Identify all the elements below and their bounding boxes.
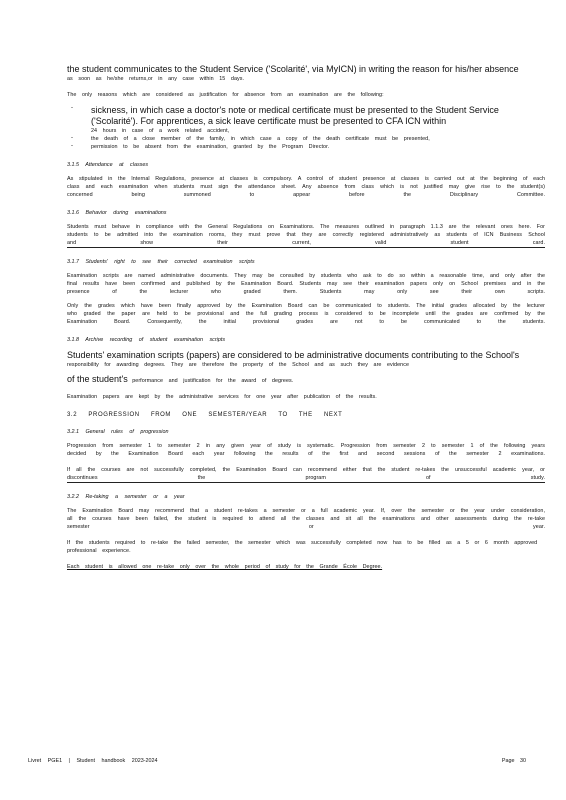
list-item: [67, 135, 545, 143]
reason-permission: permission to be absent from the examination, granted by the Program Director.: [91, 144, 330, 150]
section-heading-3-1-7: 3.1.7 Students' right to see their corrected examination scripts: [67, 259, 255, 265]
section-body-3-1-6: Students must behave in compliance with the General Regulations on Examinations. The measures outlined in paragraph 1.1.3 are the relevant ones here. For students to be admitted into the examination rooms, they must prove that they are correctly registered administratively as students of ICN Business School and show their current, valid student card.: [67, 224, 545, 246]
bullet-dash: -: [71, 105, 73, 111]
footer-handbook-title: Livret PGE1 | Student handbook 2023-2024: [28, 758, 158, 764]
reason-death: the death of a close member of the family, in which case a copy of the death certificate must be presented,: [91, 136, 430, 142]
bullet-dash: -: [71, 135, 73, 141]
list-item: [67, 105, 545, 135]
section-body-3-1-8-mixed: [67, 369, 545, 387]
section-heading-3-1-8: 3.1.8 Archive recording of student examination scripts: [67, 337, 226, 343]
section-body-3-1-7-a: Examination scripts are named administrative documents. They may be consulted by students who ask to do so within a reasonable time, and only after the final results have been confirmed and published by the Examination Board. Students may see their examination papers only on School premises and in the presence of the lecturer who graded them. Students may only see their own scripts.: [67, 273, 545, 295]
section-body-3-2-2-a: The Examination Board may recommend that a student re-takes a semester or a full academic year. If, over the semester or the year under consideration, all the courses have been failed, the student is required to attend all the classes and sit all the examinations and other assessments during the re-take semester or year.: [67, 508, 545, 530]
section-body-3-2-2-b: If the students required to re-take the failed semester, the semester which was successfully completed now has to be filled as a 5 or 6 month approved professional experience.: [67, 540, 538, 554]
absence-reasons-intro: The only reasons which are considered as justification for absence from an examination are the following:: [67, 92, 384, 98]
reason-sickness-small: 24 hours in case of a work related accident,: [91, 128, 230, 134]
section-body-3-1-5: As stipulated in the Internal Regulations, presence at classes is compulsory. A control of student presence at classes is carried out at the beginning of each class and each examination when students must sign the attendance sheet. Any absence from class which is not justified may give rise to the student(s) concerned being summoned to appear before the Disciplinary Committee.: [67, 176, 545, 198]
section-heading-3-1-5: 3.1.5 Attendance at classes: [67, 162, 149, 168]
section-body-3-1-8-retention: Examination papers are kept by the administrative services for one year after publication of the results.: [67, 394, 377, 400]
section-body-3-1-7-b: Only the grades which have been finally approved by the Examination Board can be communicated to students. The initial grades allocated by the lecturer who graded the paper are held to be provisional and the full grading process is considered to be incomplete until the grades are confirmed by the Examination Board. Consequently, the initial provisional grades are not to be communicated to the students.: [67, 303, 545, 325]
section-heading-3-2-1: 3.2.1 General rules of progression: [67, 429, 169, 435]
section-body-3-1-8-small: responsibility for awarding degrees. They are therefore the property of the School and as such they are evidence: [67, 362, 409, 368]
intro-paragraph-large: the student communicates to the Student Service ('Scolarité', via MyICN) in writing the reason for his/her absence: [67, 64, 519, 74]
intro-paragraph-small: as soon as he/she returns,or in any case within 15 days.: [67, 76, 245, 82]
mixed-large-text: of the student's: [67, 374, 128, 384]
footer-page-number: Page 30: [501, 758, 526, 764]
section-heading-3-2: 3.2 PROGRESSION FROM ONE SEMESTER/YEAR TO THE NEXT: [67, 412, 343, 418]
mixed-small-text: performance and justification for the award of degrees.: [132, 378, 294, 384]
bullet-dash: -: [71, 143, 73, 149]
section-body-3-2-1-a: Progression from semester 1 to semester 2 in any given year of study is systematic. Progression from semester 2 to semester 1 of the following years decided by the Examination Board each year following the results of the first and second sessions of the semester 2 examinations.: [67, 443, 545, 457]
section-body-3-1-8-large: Students' examination scripts (papers) are considered to be administrative documents contributing to the School's: [67, 350, 520, 360]
page-content: [67, 64, 545, 571]
reason-sickness-large: sickness, in which case a doctor's note or medical certificate must be presented to the Student Service ('Scolarité'). For apprentices, a sick leave certificate must be presented to CFA ICN within: [91, 105, 499, 126]
underlined-statement: Each student is allowed one re-take only over the whole period of study for the Grande École Degree.: [67, 564, 383, 570]
section-heading-3-2-2: 3.2.2 Re-taking a semester or a year: [67, 494, 185, 500]
list-item: [67, 143, 545, 151]
absence-reasons-list: [67, 105, 545, 151]
section-heading-3-1-6: 3.1.6 Behavior during examinations: [67, 210, 167, 216]
section-body-3-2-2-c: [67, 563, 545, 571]
section-body-3-2-1-b: If all the courses are not successfully completed, the Examination Board can recommend either that the student re-takes the unsuccessful academic year, or discontinues the program of study.: [67, 467, 545, 481]
